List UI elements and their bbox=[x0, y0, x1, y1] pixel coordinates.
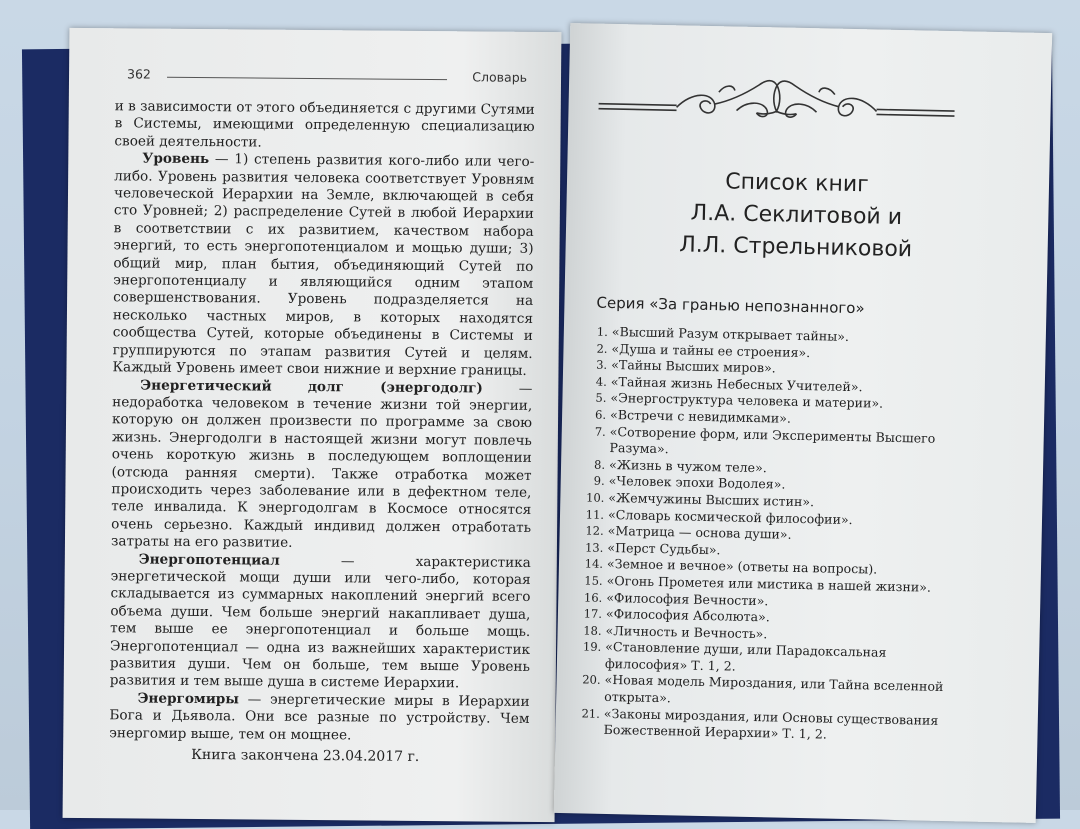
book-list-item bbox=[575, 705, 956, 746]
book-number: 1. bbox=[596, 324, 609, 339]
ornament-icon bbox=[596, 60, 957, 128]
book-title: «Встречи с невидимками». bbox=[609, 406, 792, 426]
book-title: «Тайная жизнь Небесных Учителей». bbox=[610, 373, 863, 395]
book-title: «Огонь Прометея или мистика в нашей жизни». bbox=[606, 572, 932, 595]
book-title: «Словарь космической философии». bbox=[607, 506, 853, 527]
booklist-heading bbox=[635, 164, 957, 267]
heading-line: Список книг bbox=[725, 169, 869, 198]
glossary-definition: — недоработка человеком в течение жизни той энергии, которую он должен произвести по программе за свою жизнь. Энергодолги в настоящей жизни могут повлечь очень короткую жизнь в последующем воплощении (отсюда ранняя смерти). Также отработка может происходить через заболевание или в дефектном теле, теле инвалида. К энергодолгам в Космосе относятся очень серьезно. Каждый индивид должен отработать затраты на его развитие. bbox=[110, 379, 533, 551]
glossary-term: Энергомиры bbox=[137, 690, 240, 708]
book-number: 10. bbox=[585, 490, 605, 505]
book-number: 15. bbox=[584, 573, 603, 588]
book-number: 13. bbox=[584, 540, 604, 555]
book-number: 17. bbox=[583, 606, 603, 621]
glossary-term: Уровень bbox=[142, 150, 210, 168]
book-title: «Душа и тайны ее строения». bbox=[611, 340, 811, 360]
book-number: 8. bbox=[593, 457, 606, 472]
book-number: 2. bbox=[596, 341, 608, 356]
book-title: «Жизнь в чужом теле». bbox=[608, 456, 767, 476]
glossary-term: Энергопотенциал bbox=[138, 551, 280, 569]
glossary-entry bbox=[109, 690, 529, 746]
book-number: 20. bbox=[582, 672, 601, 688]
book-title: «Становление души, или Парадоксальная философия» Т. 1, 2. bbox=[604, 639, 887, 674]
right-page bbox=[554, 23, 1052, 823]
book-title: «Перст Судьбы». bbox=[607, 539, 721, 558]
glossary-definition: — характеристика энергетической мощи души или чего-либо, которая складывается из суммарных накоплений энергий всего объема души. Чем больше энергий накапливает душа, тем выше ее энергопотенциал и больше мощь. Энергопотенциал — одна из важнейших характеристик развития души. Чем он больше, тем выше Уровень развития и тем выше душа в системе Иерархии. bbox=[109, 552, 531, 692]
glossary-term: Энергетический долг (энергодолг) bbox=[140, 377, 483, 396]
book-title: «Личность и Вечность». bbox=[605, 622, 768, 641]
running-head bbox=[127, 66, 527, 91]
glossary-definition: — 1) степень развития кого-либо или чего-либо. Уровень развития человека соответствует Уровням человеческой Иерархии на Земле, включающей в себя сто Уровней; 2) распределение Сутей в любой Иерархии в соответствии с их развитием, качеством набора энергий, то есть энергопотенциалом и мощью души; 3) общий мир, план бытия, объединяющий Сутей по энергопотенциалу и являющийся одним этапом совершенствования. Уровень подразделяется на несколько частных миров, в которых находятся сообщества Сутей, которые объединены в Системы и группируются по этапам развития Сутей и целям. Каждый Уровень имеет свои нижние и верхние границы. bbox=[112, 151, 535, 379]
book-title: «Новая модель Мироздания, или Тайна вселенной открыта». bbox=[604, 672, 944, 706]
book-title: «Жемчужины Высших истин». bbox=[608, 489, 815, 510]
book-list bbox=[575, 323, 964, 746]
book-number: 11. bbox=[585, 507, 605, 522]
book-number: 18. bbox=[583, 623, 602, 638]
running-title: Словарь bbox=[472, 69, 528, 85]
book-number: 9. bbox=[593, 473, 605, 489]
book-number: 4. bbox=[595, 374, 607, 389]
book-number: 6. bbox=[594, 407, 607, 422]
glossary-entry bbox=[111, 377, 533, 555]
glossary-entry bbox=[112, 150, 534, 380]
book-title: «Матрица — основа души». bbox=[607, 523, 792, 542]
book-number: 14. bbox=[584, 556, 604, 572]
glossary-definition: — энергетические миры в Иерархии Бога и Дьявола. Они все разные по устройству. Чем энергомир выше, тем он мощнее. bbox=[109, 691, 530, 743]
book-title: «Сотворение форм, или Эксперименты Высшего Разума». bbox=[609, 423, 936, 457]
glossary-entry bbox=[114, 98, 534, 154]
heading-line: Л.Л. Стрельниковой bbox=[678, 232, 913, 263]
book-title: «Человек эпохи Водолея». bbox=[608, 473, 786, 492]
book-title: «Философия Вечности». bbox=[606, 589, 769, 608]
book-title: «Законы мироздания, или Основы существования Божественной Иерархии» Т. 1, 2. bbox=[603, 705, 939, 742]
glossary-text bbox=[109, 98, 535, 746]
header-rule bbox=[167, 77, 447, 80]
glossary-entry bbox=[110, 551, 531, 694]
book-title: «Философия Абсолюта». bbox=[605, 606, 770, 625]
book-number: 12. bbox=[585, 523, 604, 538]
book-number: 21. bbox=[581, 706, 601, 721]
book-title: «Земное и вечное» (ответы на вопросы). bbox=[606, 556, 878, 577]
glossary-definition: и в зависимости от этого объединяется с другими Сутями в Системы, имеющими определенную специализацию своей деятельности. bbox=[114, 98, 535, 151]
page-number: 362 bbox=[126, 66, 151, 82]
book-title: «Энергоструктура человека и материи». bbox=[610, 390, 884, 412]
book-title: «Высший Разум открывает тайны». bbox=[611, 323, 850, 344]
left-page bbox=[63, 28, 562, 822]
book-number: 16. bbox=[583, 589, 603, 605]
book-number: 7. bbox=[594, 424, 606, 439]
book-number: 19. bbox=[582, 639, 602, 655]
book-number: 5. bbox=[595, 391, 607, 406]
book-number: 3. bbox=[596, 357, 608, 373]
book-title: «Тайны Высших миров». bbox=[611, 357, 776, 376]
heading-line: Л.А. Секлитовой и bbox=[690, 200, 903, 231]
series-title: Серия «За гранью непознанного» bbox=[596, 293, 865, 318]
finish-note: Книга закончена 23.04.2017 г. bbox=[191, 746, 420, 765]
